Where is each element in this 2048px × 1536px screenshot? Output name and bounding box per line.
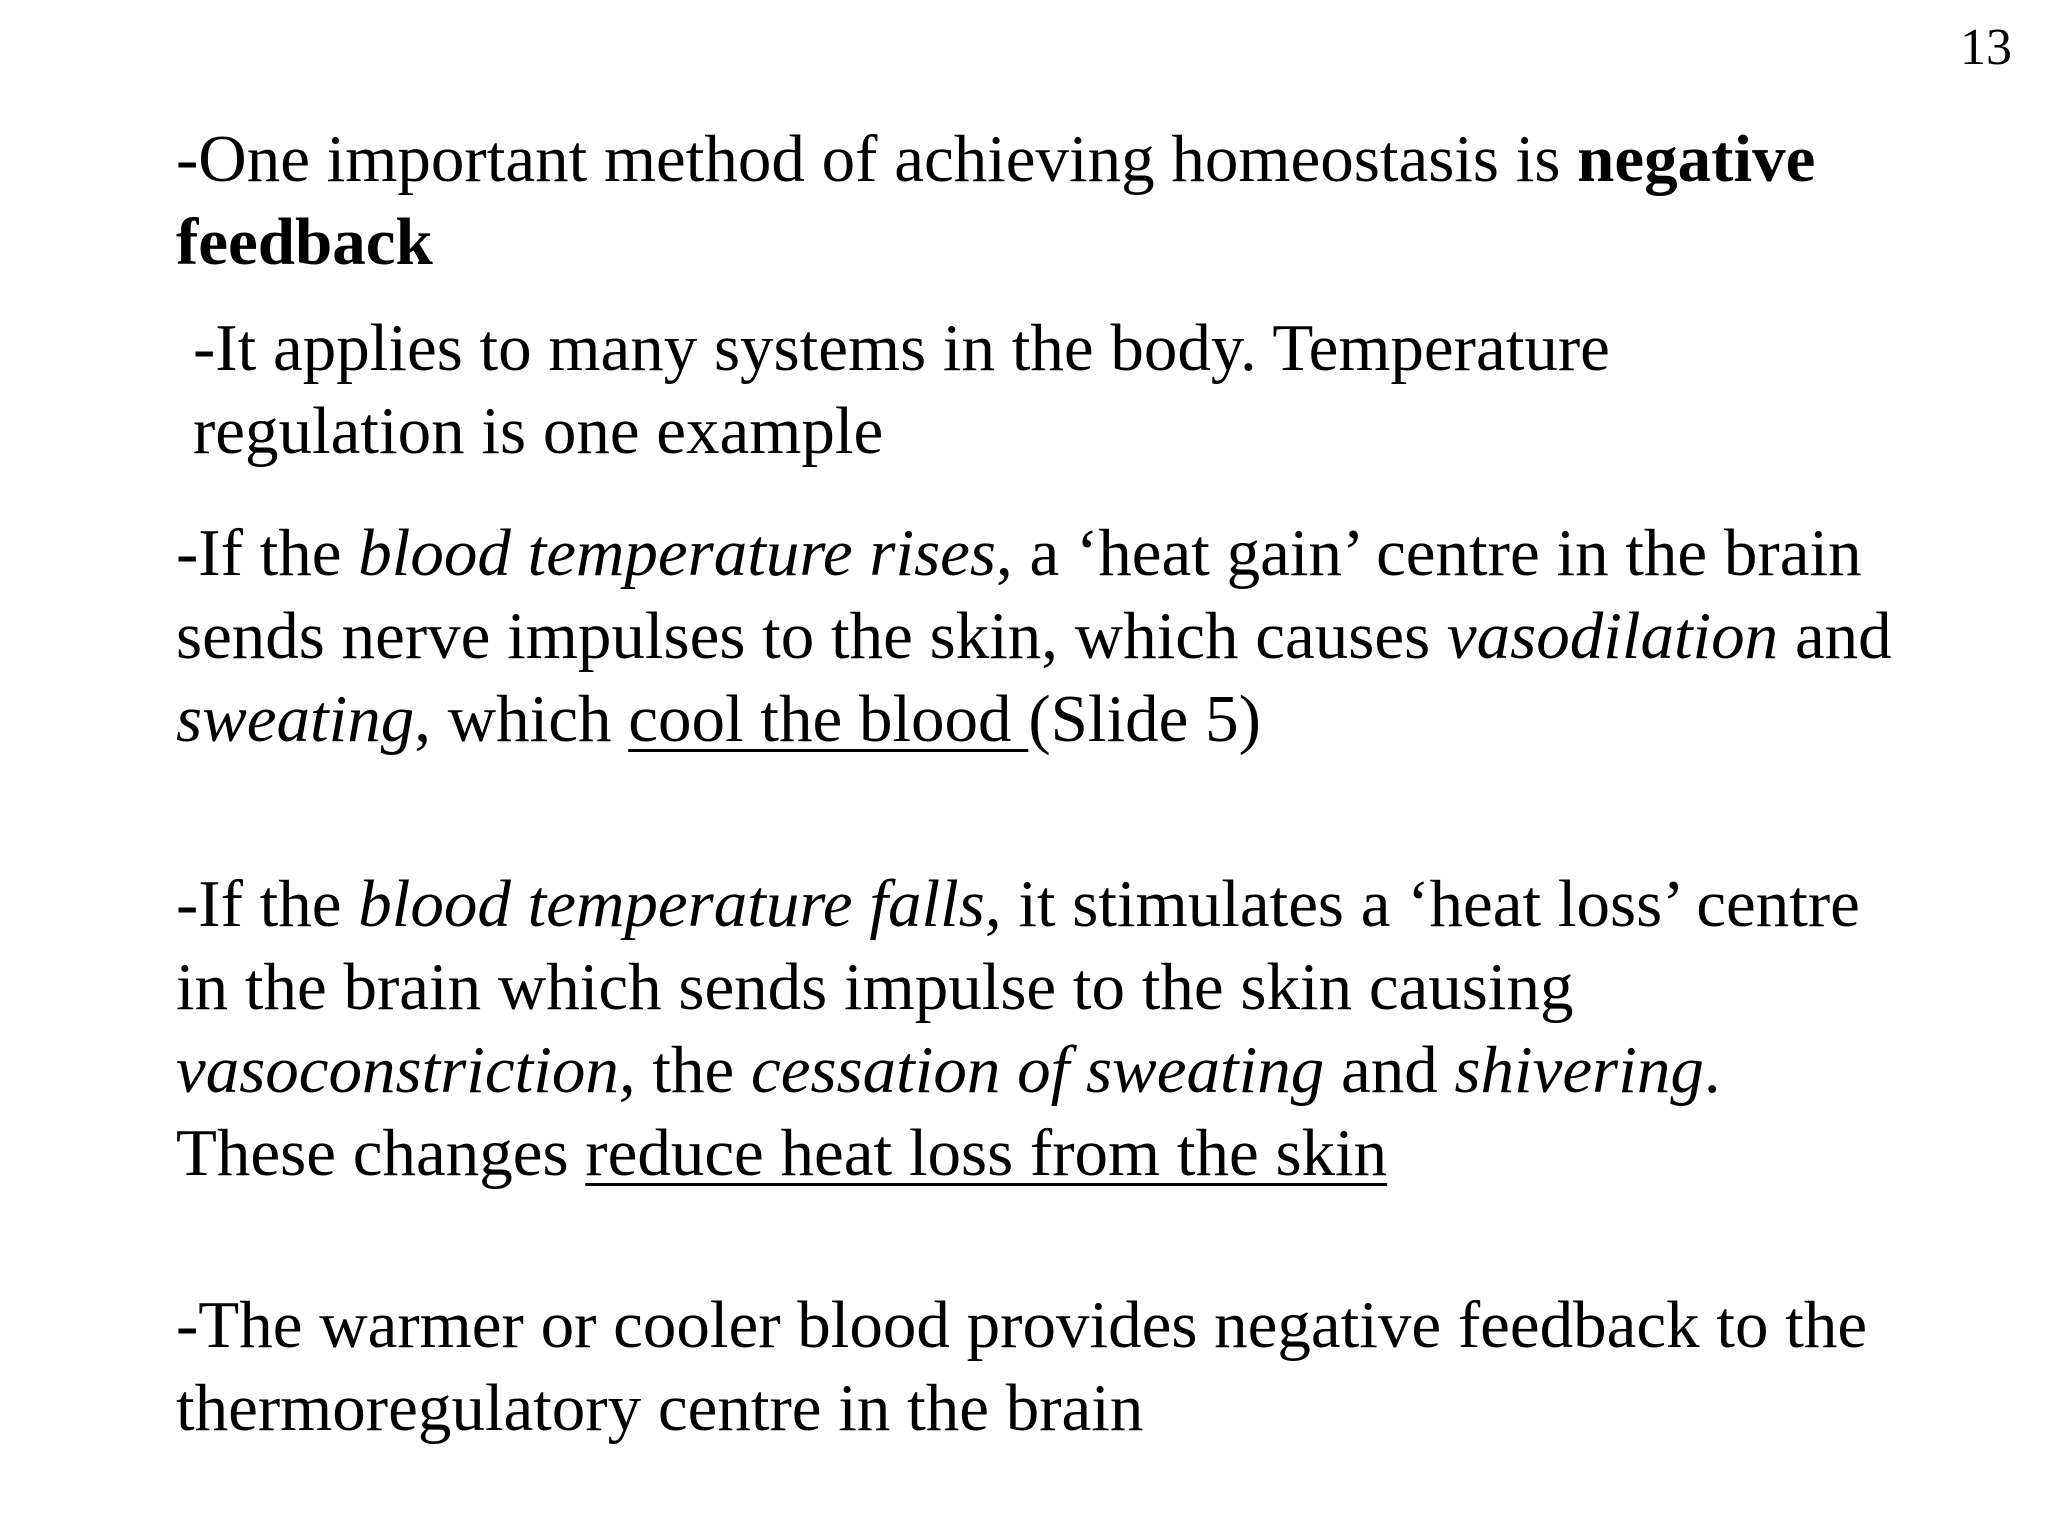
p5-text: -The warmer or cooler blood provides negative feedback to the thermoregulatory centre in the brain xyxy=(176,1288,1868,1445)
p3-italic-2: vasodilation xyxy=(1446,599,1779,673)
p1-text: -One important method of achieving homeostasis is xyxy=(176,122,1578,196)
paragraph-applies-systems xyxy=(193,307,1913,473)
p2-line2: regulation is one example xyxy=(193,394,884,468)
p4-text-3: the xyxy=(635,1033,752,1107)
paragraph-negative-feedback xyxy=(176,118,1896,284)
p4-italic-3: cessation of sweating xyxy=(751,1033,1325,1107)
p3-italic-1: blood temperature rises xyxy=(358,516,996,590)
p3-text-2: , a ‘heat gain’ centre in the brain sends nerve impulses to the skin, which causes xyxy=(176,516,1862,673)
p3-text-4: , which xyxy=(414,682,629,756)
p4-underline: reduce heat loss from the skin xyxy=(585,1116,1388,1190)
paragraph-warmer-cooler-blood xyxy=(176,1284,1896,1450)
p2-line1: -It applies to many systems in the body. Temperature xyxy=(193,311,1610,385)
p3-text-1: -If the xyxy=(176,516,359,590)
p4-text-2: , it stimulates a ‘heat loss’ centre in the brain which sends impulse to the skin causing xyxy=(176,867,1860,1024)
p4-italic-2: vasoconstriction, xyxy=(176,1033,636,1107)
slide-number: 13 xyxy=(1960,19,2012,76)
p1-bold-term: negative feedback xyxy=(176,122,1816,279)
p4-italic-4: shivering xyxy=(1454,1033,1704,1107)
paragraph-temperature-rises xyxy=(176,512,1896,761)
paragraph-temperature-falls xyxy=(176,863,1896,1195)
p4-text-1: -If the xyxy=(176,867,359,941)
p3-text-5: (Slide 5) xyxy=(1028,682,1261,756)
p4-italic-1: blood temperature falls xyxy=(358,867,985,941)
p4-text-5: . These changes xyxy=(176,1033,1721,1190)
p3-text-3: and xyxy=(1778,599,1892,673)
p3-underline: cool the blood xyxy=(628,682,1029,756)
p4-text-4: and xyxy=(1324,1033,1455,1107)
p3-italic-3: sweating xyxy=(176,682,415,756)
